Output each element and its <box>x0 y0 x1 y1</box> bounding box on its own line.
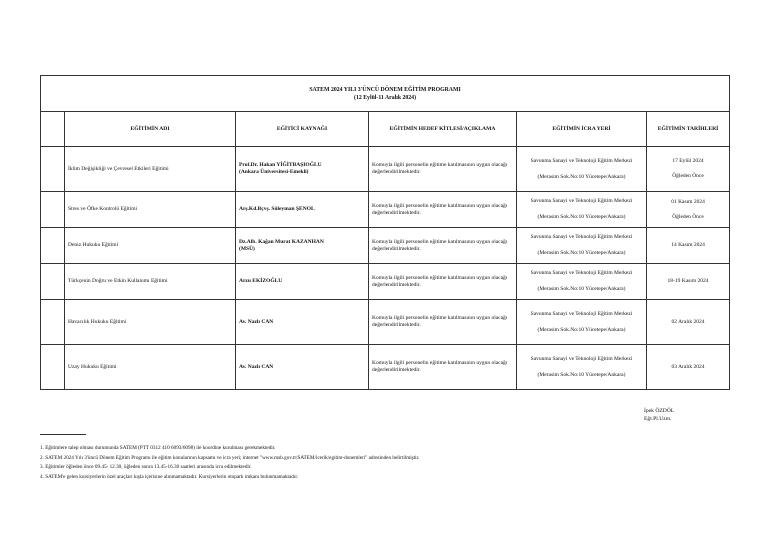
column-header-venue: EĞİTİMİN İCRA YERİ <box>517 112 647 147</box>
empty-index-header <box>41 112 65 147</box>
venue-address: (Merasim Sok.No:10 Yücetepe/Ankara) <box>537 214 626 220</box>
training-date: 01 Kasım 2024 <box>671 198 705 205</box>
table-row <box>41 300 730 345</box>
row-index-cell <box>41 228 65 264</box>
column-header-audience: EĞİTİMİN HEDEF KİTLESİ/AÇIKLAMA <box>369 112 517 147</box>
venue-cell <box>517 192 647 228</box>
trainer-cell <box>236 147 369 192</box>
column-header-dates: EĞİTİMİN TARİHLERİ <box>647 112 730 147</box>
signatory-name: İpek ÖZDÖL <box>644 408 675 414</box>
training-program-table <box>40 75 730 390</box>
venue-cell <box>517 228 647 264</box>
table-row <box>41 192 730 228</box>
trainer-cell <box>236 228 369 264</box>
venue-name: Savunma Sanayi ve Teknoloji Eğitim Merkezi <box>530 355 633 362</box>
venue-address: (Merasim Sok.No:10 Yücetepe/Ankara) <box>537 286 626 292</box>
trainer-cell <box>236 264 369 300</box>
trainer-affiliation: (Ankara Üniversitesi-Emekli) <box>239 169 309 175</box>
dates-cell <box>647 264 730 300</box>
venue-cell <box>517 147 647 192</box>
table-row <box>41 264 730 300</box>
table-row <box>41 345 730 390</box>
table-header-row <box>41 112 730 147</box>
audience-note: Komuyla ilgili personelin eğitime katılmasının uygun olacağı değerlendirilmektedir. <box>369 147 517 192</box>
row-index-cell <box>41 147 65 192</box>
trainer-cell <box>236 192 369 228</box>
signature-block <box>644 407 674 423</box>
trainer-name: Arş.Kd.Bçvş. Süleyman ŞENOL <box>239 206 315 212</box>
audience-note: Komuyla ilgili personelin eğitime katılmasının uygun olacağı değerlendirilmektedir. <box>369 192 517 228</box>
trainer-name: Prof.Dr. Hakan YİĞİTBAŞIOĞLU <box>239 162 322 168</box>
dates-cell <box>647 300 730 345</box>
training-name: Havacılık Hukuku Eğitimi <box>65 300 236 345</box>
venue-cell <box>517 264 647 300</box>
table-row <box>41 147 730 192</box>
venue-name: Savunma Sanayi ve Teknoloji Eğitim Merkezi <box>530 310 633 317</box>
row-index-cell <box>41 192 65 228</box>
table-row <box>41 228 730 264</box>
training-date: 18-19 Kasım 2024 <box>667 278 709 284</box>
training-date: 14 Kasım 2024 <box>671 242 705 248</box>
training-name: Türkçenin Doğru ve Etkin Kullanımı Eğitimi <box>65 264 236 300</box>
footnotes <box>40 444 730 482</box>
audience-note: Komuyla ilgili personelin eğitime katılmasının uygun olacağı değerlendirilmektedir. <box>369 264 517 300</box>
footnote-item: 1. Eğitimlere talep olması durumunda SATEM (PTT 0312 410 6093/6098) ile koordine kurulması gerekmektedir. <box>40 445 276 451</box>
row-index-cell <box>41 345 65 390</box>
training-session: Öğleden Önce <box>672 213 704 220</box>
training-name: Deniz Hukuku Eğitimi <box>65 228 236 264</box>
venue-name: Savunma Sanayi ve Teknoloji Eğitim Merkezi <box>530 234 633 240</box>
venue-address: (Merasim Sok.No:10 Yücetepe/Ankara) <box>537 326 626 333</box>
venue-name: Savunma Sanayi ve Teknoloji Eğitim Merkezi <box>530 198 633 204</box>
column-header-trainer: EĞİTİCİ KAYNAĞI <box>236 112 369 147</box>
trainer-affiliation: (MSÜ) <box>239 245 255 252</box>
trainer-cell <box>236 345 369 390</box>
dates-cell <box>647 147 730 192</box>
trainer-name: Av. Nazlı CAN <box>239 318 274 325</box>
signatory-title: Eğt.Pl.Uzm. <box>644 416 672 422</box>
footnote-item: 2. SATEM 2024 Yılı 3'üncü Dönem Eğitim Programı ile eğitim konularının kapsamı ve icra yeri; internet "www.msb.gov.tr/SATEM/icerik/egitim-donemleri" adresinden belirtilmiştir. <box>40 454 420 461</box>
audience-note: Komuyla ilgili personelin eğitime katılmasının uygun olacağı değerlendirilmektedir. <box>369 300 517 345</box>
trainer-name: Av. Nazlı CAN <box>239 363 274 370</box>
venue-address: (Merasim Sok.No:10 Yücetepe/Ankara) <box>537 250 626 256</box>
training-date: 02 Aralık 2024 <box>671 318 705 325</box>
program-title: SATEM 2024 YILI 3'ÜNCÜ DÖNEM EĞİTİM PROGRAMI <box>309 86 461 93</box>
program-date-range: (12 Eylül-11 Aralık 2024) <box>354 94 417 101</box>
venue-cell <box>517 300 647 345</box>
training-session: Öğleden Önce <box>672 173 704 179</box>
venue-cell <box>517 345 647 390</box>
footnote-item: 3. Eğitimler öğleden önce 09.45- 12.30, öğleden sonra 13.45-16.30 saatleri arasında icra edilmektedir. <box>40 464 252 471</box>
footnote-item: 4. SATEM'e gelen kursiyerlerin özel araçları kışla içerisine alınmamaktadır. Kursiyerlerin otopark imkanı bulunmamaktadır. <box>40 473 299 480</box>
venue-address: (Merasim Sok.No:10 Yücetepe/Ankara) <box>537 371 626 378</box>
venue-address: (Merasim Sok.No:10 Yücetepe/Ankara) <box>537 173 626 180</box>
venue-name: Savunma Sanayi ve Teknoloji Eğitim Merkezi <box>530 157 633 164</box>
training-name: Uzay Hukuku Eğitimi <box>65 345 236 390</box>
training-date: 03 Aralık 2024 <box>671 363 705 370</box>
row-index-cell <box>41 264 65 300</box>
table-title-cell <box>41 76 730 112</box>
row-index-cell <box>41 300 65 345</box>
trainer-name: Arzu EKİZOĞLU <box>239 278 283 284</box>
venue-name: Savunma Sanayi ve Teknoloji Eğitim Merkezi <box>530 270 633 276</box>
trainer-name: Dz.Alb. Kağan Murat KAZANHAN <box>239 238 324 245</box>
training-name: İklim Değişikliği ve Çevresel Etkileri Eğitimi <box>65 147 236 192</box>
training-name: Stres ve Öfke Kontrolü Eğitimi <box>65 192 236 228</box>
dates-cell <box>647 192 730 228</box>
audience-note: Komuyla ilgili personelin eğitime katılmasının uygun olacağı değerlendirilmektedir. <box>369 228 517 264</box>
trainer-cell <box>236 300 369 345</box>
audience-note: Komuyla ilgili personelin eğitime katılmasının uygun olacağı değerlendirilmektedir. <box>369 345 517 390</box>
dates-cell <box>647 228 730 264</box>
footnote-divider <box>40 434 86 435</box>
training-date: 17 Eylül 2024 <box>672 158 704 164</box>
column-header-name: EĞİTİMİN ADI <box>65 112 236 147</box>
dates-cell <box>647 345 730 390</box>
